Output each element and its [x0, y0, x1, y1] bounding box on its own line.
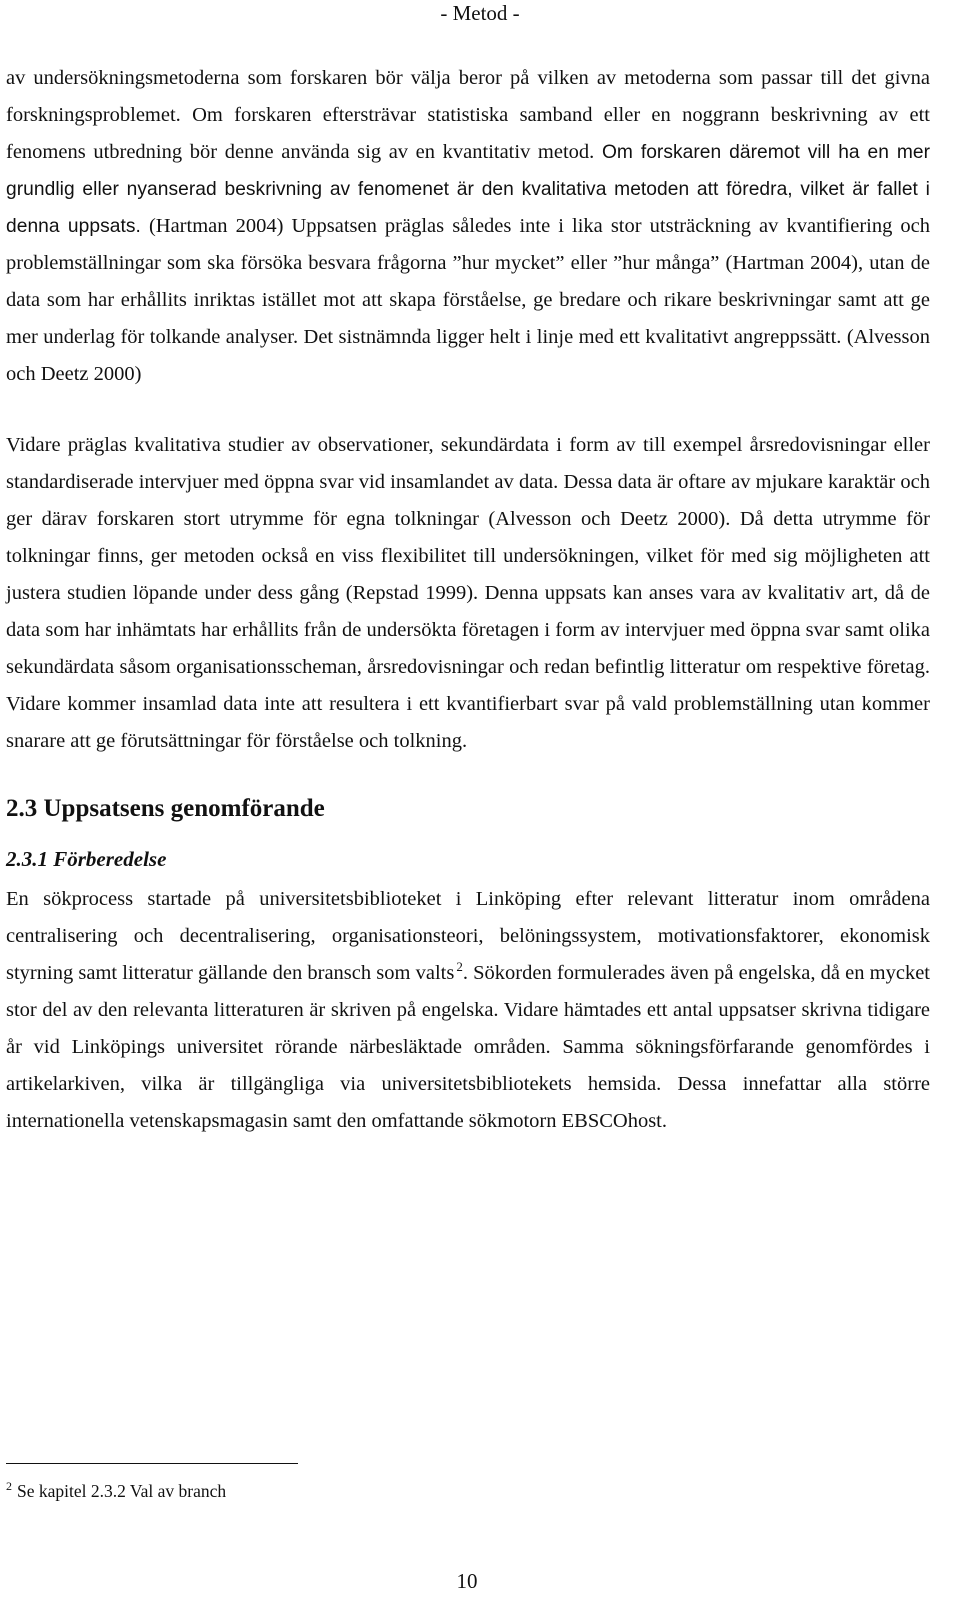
footnote-divider [6, 1463, 298, 1464]
section-heading: 2.3 Uppsatsens genomförande [6, 795, 325, 822]
paragraph-method-choice-part2: Om forskaren däremot vill ha en mer grundlig eller nyanserad beskrivning av fenomenet är den kvalitativa metoden att föredra, vilket är fallet i denna uppsats. [6, 142, 931, 237]
paragraph-qualitative-studies: Vidare präglas kvalitativa studier av observationer, sekundärdata i form av till exempel årsredovisningar eller standardiserade intervjuer med öppna svar vid insamlandet av data. Dessa data är oftare av mjukare karaktär och ger därav forskaren stort utrymme för egna tolkningar (Alvesson och Deetz 2000). Då detta utrymme för tolkningar finns, ger metoden också en viss flexibilitet till undersökningen, vilket för med sig möjligheten att justera studien löpande under dess gång (Repstad 1999). Denna uppsats kan anses vara av kvalitativ art, då de data som har inhämtats har erhållits från de undersökta företagen i form av intervjuer med öppna svar samt olika sekundärdata såsom organisationsscheman, årsredovisningar och redan befintlig litteratur om respektive företag. Vidare kommer insamlad data inte att resultera i ett kvantifierbart svar på vald problemställning utan kommer snarare att ge förutsättningar för förståelse och tolkning. [6, 434, 930, 752]
footnote-reference: 2 [456, 959, 463, 974]
running-header: - Metod - [440, 1, 520, 25]
paragraph-preparation-part2: . Sökorden formulerades även på engelska, då en mycket stor del av den relevanta litteraturen är skriven på engelska. Vidare hämtades ett antal uppsatser skrivna tidigare år vid Linköpings universitet rörande närbesläktade områden. Samma sökningsförfarande genomfördes i artikelarkiven, vilka är tillgängliga via universitetsbibliotekets hemsida. Dessa innefattar alla större internationella vetenskapsmagasin samt den omfattande sökmotorn EBSCOhost. [6, 962, 930, 1132]
paragraph-preparation-part1: En sökprocess startade på universitetsbiblioteket i Linköping efter relevant litteratur inom områdena centralisering och decentralisering, organisationsteori, belöningssystem, motivationsfaktorer, ekonomisk styrning samt litteratur gällande den bransch som valts [6, 888, 930, 984]
paragraph-method-choice [6, 60, 930, 393]
subsection-heading: 2.3.1 Förberedelse [6, 847, 167, 871]
footnote [6, 1474, 226, 1503]
page-content [6, 60, 930, 1140]
page-number: 10 [456, 1569, 478, 1593]
paragraph-preparation [6, 881, 930, 1140]
footnote-text: Se kapitel 2.3.2 Val av branch [17, 1481, 227, 1501]
paragraph-method-choice-part3: (Hartman 2004) Uppsatsen präglas således inte i lika stor utsträckning av kvantifiering och problemställningar som ska försöka besvara frågorna ”hur mycket” eller ”hur många” (Hartman 2004), utan de data som har erhållits inriktas istället mot att skapa förståelse, ge bredare och rikare beskrivningar samt att ge mer underlag för tolkande analyser. Det sistnämnda ligger helt i linje med ett kvalitativt angreppssätt. (Alvesson och Deetz 2000) [6, 215, 931, 385]
paragraph-method-choice-part1: av undersökningsmetoderna som forskaren bör välja beror på vilken av metoderna som passar till det givna forskningsproblemet. Om forskaren eftersträvar statistiska samband eller en noggrann beskrivning av ett fenomens utbredning bör denne använda sig av en kvantitativ metod. [6, 67, 930, 163]
footnote-mark: 2 [6, 1479, 12, 1493]
